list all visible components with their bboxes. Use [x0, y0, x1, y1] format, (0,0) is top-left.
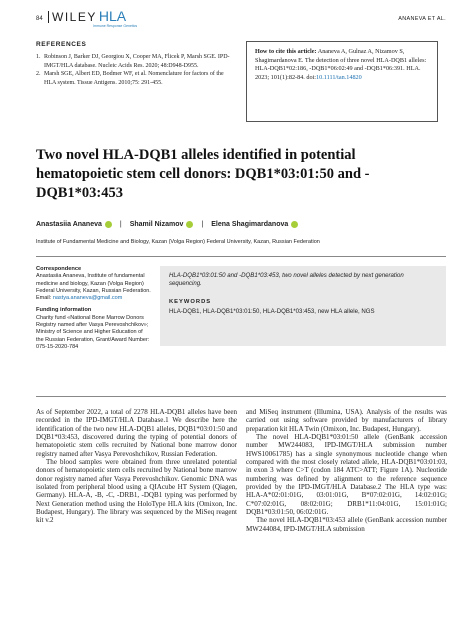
- body-column-left: [36, 408, 237, 525]
- citation-text: Ananeva A, Gulnaz A, Nizamov S, Shagimardanova E. The detection of three novel HLA-DQB1 alleles: HLA-DQB1*02:186, -DQB1*06:02:49 and -DQB1*06:391. HLA. 2023; 101(1):82-84. doi:: [255, 48, 427, 81]
- logo-subtitle: Immune Response Genetics: [93, 24, 138, 28]
- hla-logo-text: HLA: [98, 8, 127, 24]
- funding-heading: Funding information: [36, 307, 92, 314]
- abstract-box: [160, 266, 446, 346]
- divider: [36, 256, 446, 257]
- citation-label: How to cite this article:: [255, 48, 317, 55]
- body-paragraph: As of September 2022, a total of 2278 HLA-DQB1 alleles have been recorded in the IPD-IMGT/HLA Database.1 We describe here the identification of the two new HLA-DQB1 alleles, DQB1*03:01:50 and DQB1*03:453, discovered during the typing of potential donors of hematopoietic stem cells recruited by National bone marrow donor registry named after Vasya Perevoshchikov, Russian Federation.: [36, 408, 237, 458]
- funding-text: Charity fund «National Bone Marrow Donors Registry named after Vasya Perevoshchikov»; Ministry of Science and Higher Education of the Russian Federation, Grant/Award Number: 075-15-2020-784: [36, 314, 150, 350]
- page-number: 84: [36, 16, 43, 22]
- keywords-heading: KEYWORDS: [169, 298, 212, 305]
- page-header: [36, 10, 446, 34]
- body-column-right: [246, 408, 447, 533]
- citation-box: [246, 41, 438, 122]
- body-paragraph: The novel HLA-DQB1*03:01:50 allele (GenBank accession number MW244083, IPD-IMGT/HLA submission number HWS10061785) has a single synonymous nucleotide change when compared with the most closely related allele, HLA-DQB1*03:01:03, in exon 3 where C>T (codon 184 ATC>ATT; Figure 1A). Nucleotide numbering was defined by alignment to the reference sequence provided by the IPD-IMGT/HLA Database.2 The HLA type was: HLA-A*02:01:01G, 03:01:01G, B*07:02:01G, 14:02:01G; C*07:02:01G, 08:02:01G; DRB1*11:04:01G, 15:01:01G; DQB1*03:01:50, 06:02:01G.: [246, 433, 447, 517]
- body-paragraph: The novel HLA-DQB1*03:453 allele (GenBank accession number MW244084, IPD-IMGT/HLA submission: [246, 516, 447, 533]
- correspondence-heading: Correspondence: [36, 266, 82, 272]
- divider: [36, 396, 446, 397]
- orcid-icon[interactable]: [105, 221, 112, 228]
- article-info-sidebar: [36, 266, 151, 351]
- author-name[interactable]: Shamil Nizamov: [129, 221, 184, 228]
- author-separator: |: [201, 221, 204, 228]
- reference-text: Marsh SGE, Albert ED, Bodmer WF, et al. Nomenclature for factors of the HLA system. Tissue Antigens. 2010;75: 291-455.: [44, 71, 224, 86]
- reference-number: 1.: [36, 54, 41, 60]
- author-separator: |: [119, 221, 122, 228]
- reference-number: 2.: [36, 71, 41, 77]
- correspondence-email: [36, 295, 151, 302]
- references-section: [36, 41, 236, 87]
- reference-text: Robinson J, Barker DJ, Georgiou X, Cooper MA, Flicek P, Marsh SGE. IPD-IMGT/HLA database. Nucleic Acids Res. 2020; 48:D948-D955.: [44, 54, 230, 69]
- orcid-icon[interactable]: [291, 221, 298, 228]
- orcid-icon[interactable]: [186, 221, 193, 228]
- abstract-text: HLA-DQB1*03:01:50 and -DQB1*03:453, two novel alleles detected by next generation sequencing.: [169, 272, 404, 288]
- email-label: Email:: [36, 295, 52, 302]
- body-paragraph: The blood samples were obtained from three unrelated potential donors of hematopoietic stem cells recruited by National bone marrow donor registry named after Vasya Perevoshchikov. Genomic DNA was isolated from peripheral blood using a QIAcube HT System (Qiagen, Germany). HLA-A, -B, -C, -DRB1, -DQB1 typing was performed by Next Generation method using the HoloType HLA kits (Omixon, Inc. Budapest, Hungary). The library was sequenced by the MiSeq reagent kit v.2: [36, 458, 237, 525]
- article-title: Two novel HLA-DQB1 alleles identified in potential hematopoietic stem cell donors: DQB1*03:01:50 and -DQB1*03:453: [36, 147, 370, 201]
- running-head: ANANEVA ET AL.: [398, 16, 446, 22]
- doi-link[interactable]: 10.1111/tan.14820: [316, 73, 362, 81]
- email-link[interactable]: nastya.ananeva@gmail.com: [52, 295, 123, 302]
- author-name[interactable]: Elena Shagimardanova: [211, 221, 289, 228]
- reference-item: [36, 53, 236, 70]
- author-affiliation: Institute of Fundamental Medicine and Biology, Kazan (Volga Region) Federal University, Kazan, Russian Federation: [36, 239, 320, 245]
- author-name[interactable]: Anastasiia Ananeva: [36, 221, 102, 228]
- reference-item: [36, 70, 236, 87]
- correspondence-text: Anastasiia Ananeva, Institute of fundamental medicine and biology, Kazan (Volga Region) Federal University, Kazan, Russian Federation.: [36, 273, 151, 294]
- author-list: [36, 221, 446, 228]
- keywords-text: HLA-DQB1, HLA-DQB1*03:01:50, HLA-DQB1*03:453, new HLA allele, NGS: [169, 307, 375, 315]
- journal-logo: [48, 8, 138, 28]
- wiley-logo-text: WILEY: [48, 11, 97, 23]
- body-paragraph: and MiSeq instrument (Illumina, USA). Analysis of the results was carried out using software provided by manufacturers of library preparation kit HLA Twin (Omixon, Inc. Budapest, Hungary).: [246, 408, 447, 433]
- references-title: REFERENCES: [36, 41, 87, 48]
